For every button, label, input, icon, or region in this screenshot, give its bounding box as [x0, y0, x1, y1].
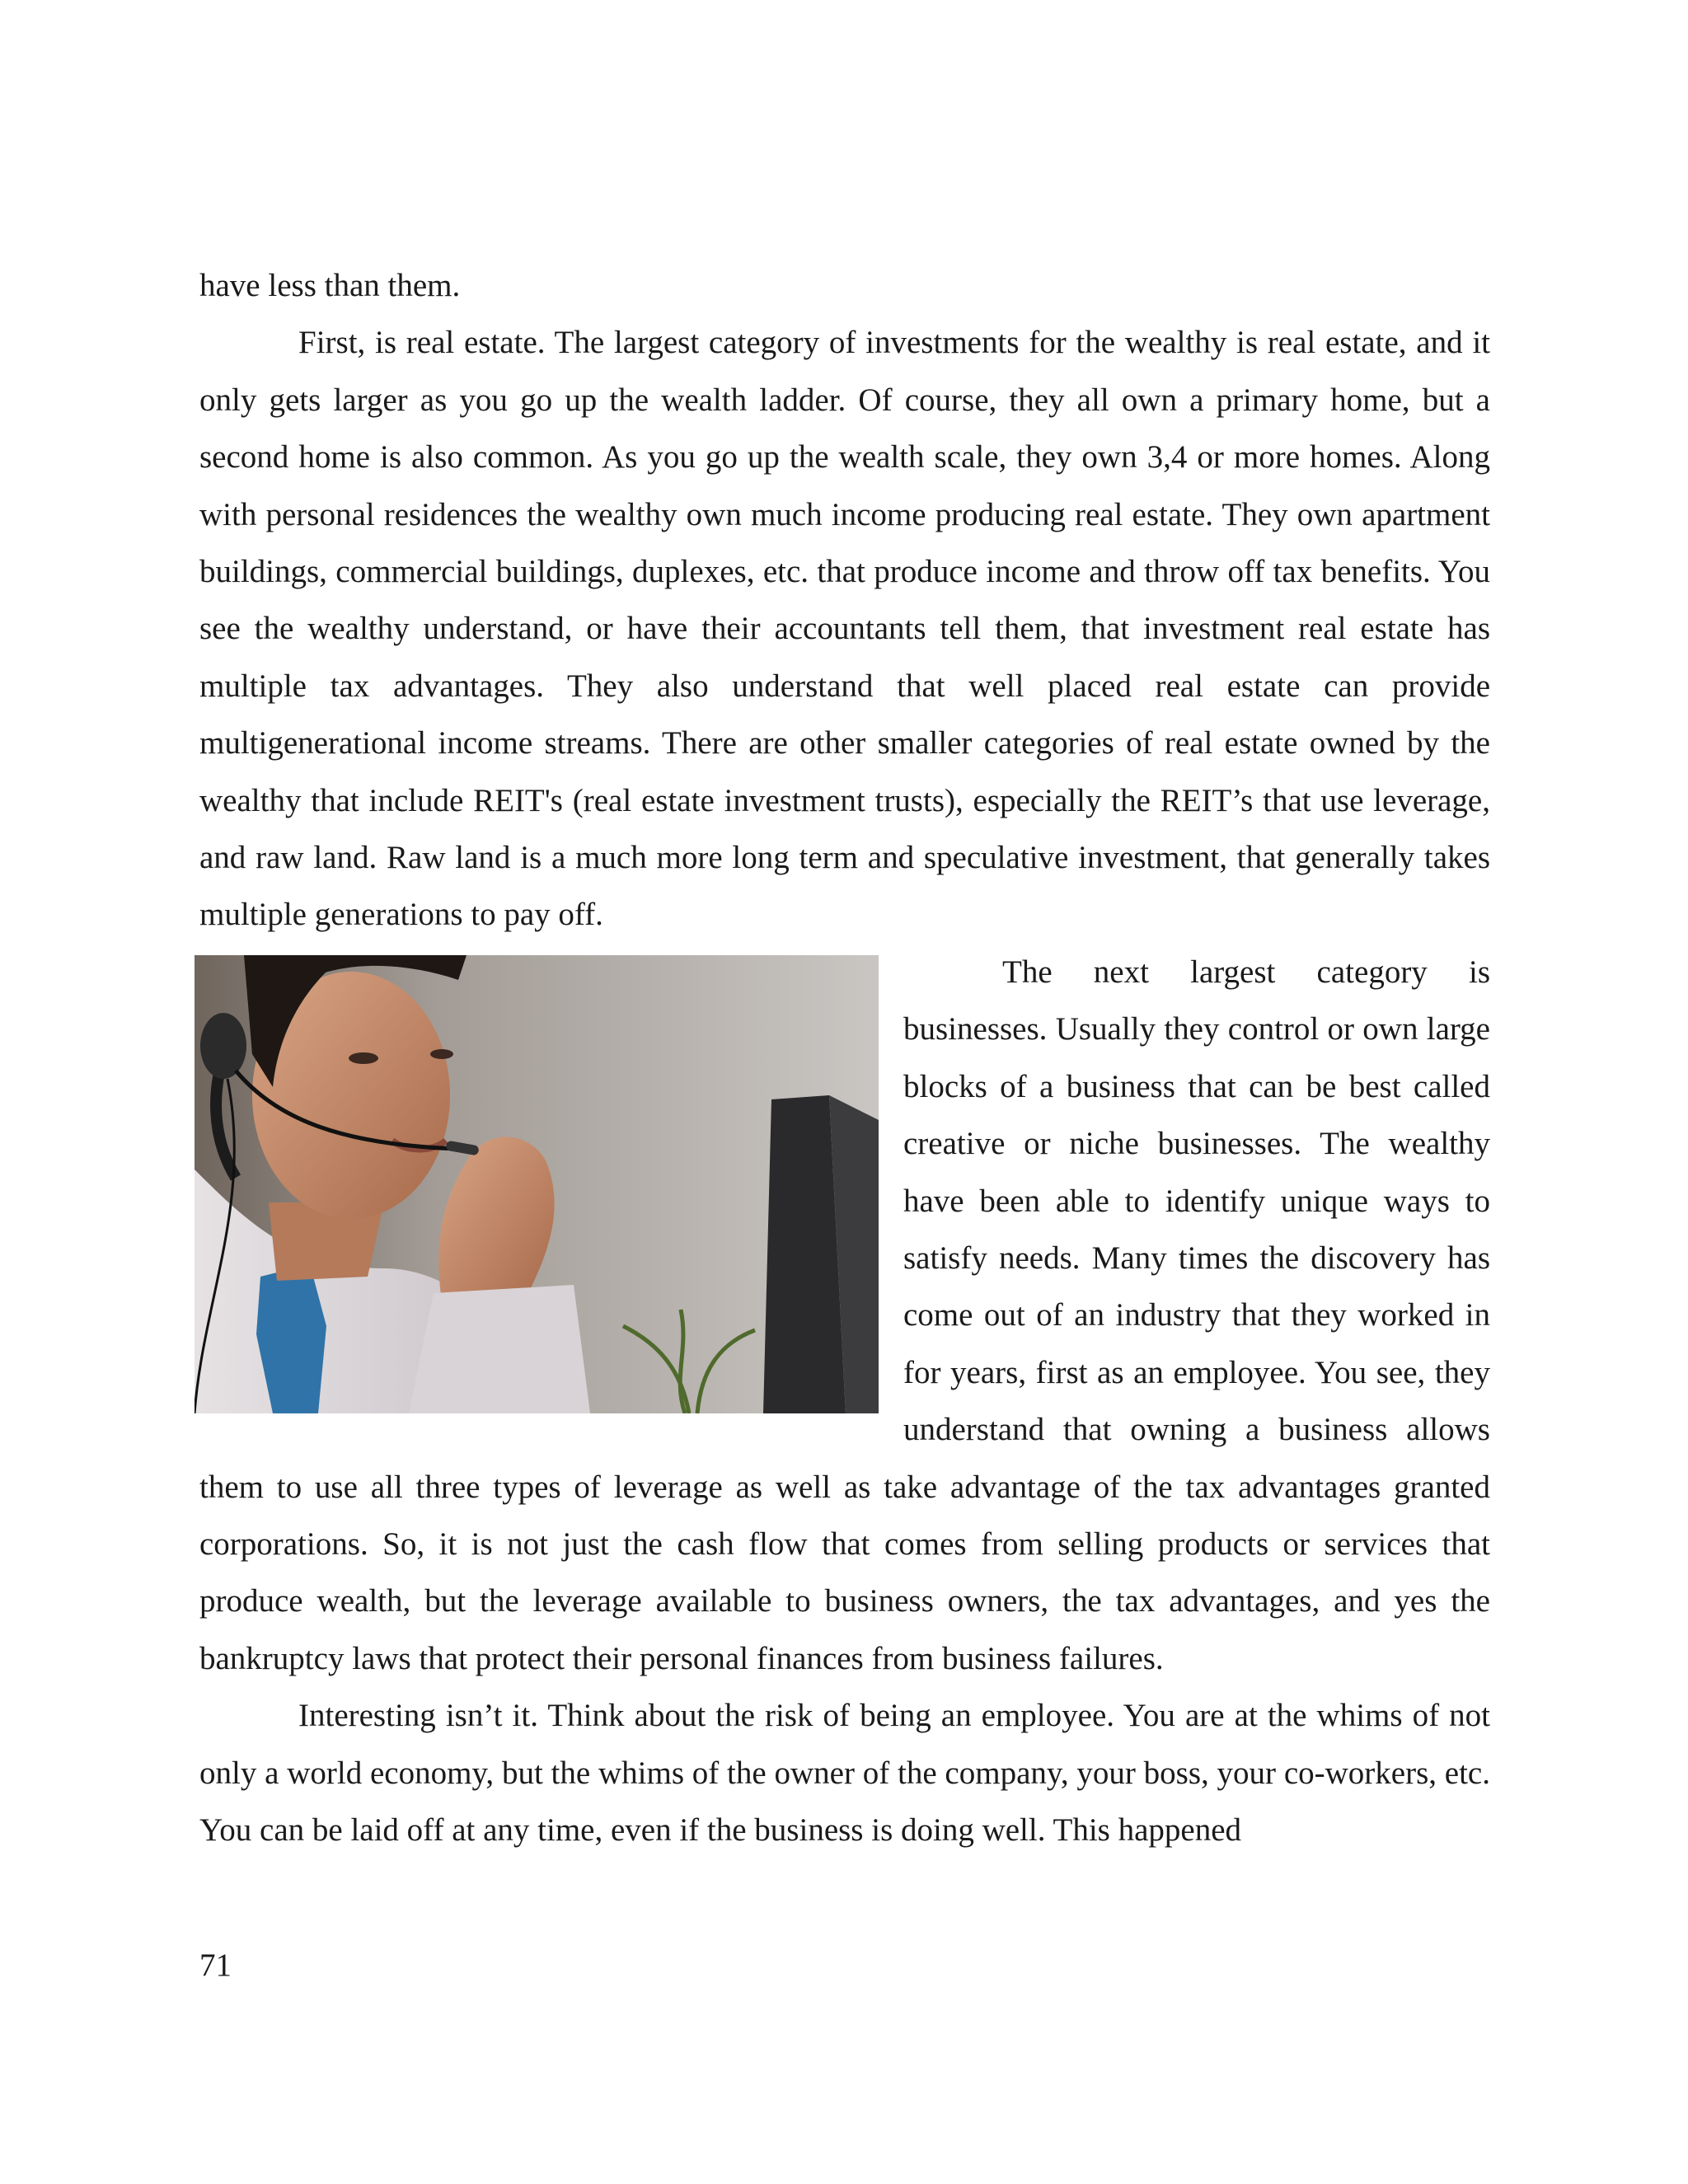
paragraph-businesses: The next largest category is businesses. Usually they control or own large blocks of a business that can be best called creative or niche businesses. The wealthy have been able to identify unique ways to satisfy needs. Many times the discovery has come out of an industry that they worked in for years, first as an employee. You see, they understand that owning a business allows them to use all three types of leverage as well as take advantage of the tax advantages granted corporations. So, it is not just the cash flow that comes from selling products or services that produce wealth, but the leverage available to business owners, the tax advantages, and yes the bankruptcy laws that protect their personal finances from business failures. [199, 954, 1490, 1676]
page-number: 71 [199, 1947, 232, 1983]
paragraph-continued: have less than them. [199, 268, 461, 303]
photo-man-with-headset [195, 955, 879, 1413]
body-text [199, 257, 1490, 1858]
paragraph-real-estate: First, is real estate. The largest category of investments for the wealthy is real estate, and it only gets larger as you go up the wealth ladder. Of course, they all own a primary home, but a second home is also common. As you go up the wealth scale, they own 3,4 or more homes. Along with personal residences the wealthy own much income producing real estate. They own apartment buildings, commercial buildings, duplexes, etc. that produce income and throw off tax benefits. You see the wealthy understand, or have their accountants tell them, that investment real estate has multiple tax advantages. They also understand that well placed real estate can provide multigenerational income streams. There are other smaller categories of real estate owned by the wealthy that include REIT's (real estate investment trusts), especially the REIT’s that use leverage, and raw land. Raw land is a much more long term and speculative investment, that generally takes multiple generations to pay off. [199, 325, 1490, 933]
paragraph-employee-risk: Interesting isn’t it. Think about the risk of being an employee. You are at the whims of not only a world economy, but the whims of the owner of the company, your boss, your co-workers, etc. You can be laid off at any time, even if the business is doing well. This happened [199, 1698, 1490, 1848]
